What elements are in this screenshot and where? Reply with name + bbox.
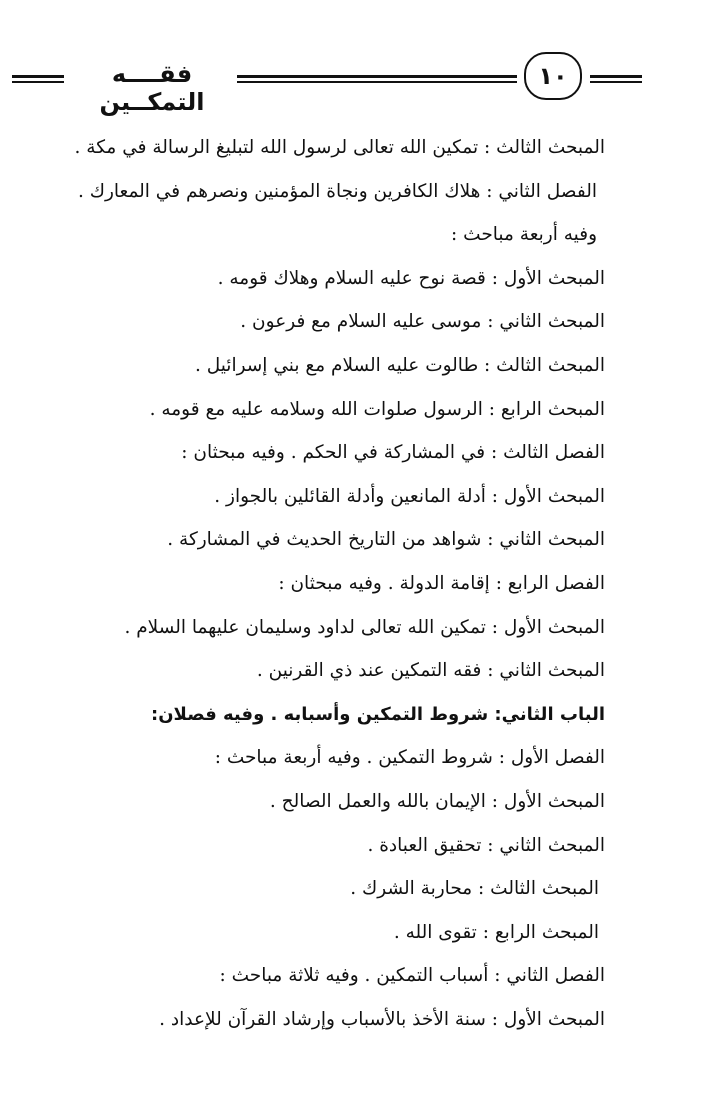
toc-line: وفيه أربعة مباحث :	[451, 224, 597, 246]
toc-line: المبحث الأول : أدلة المانعين وأدلة القائلين بالجواز .	[214, 485, 605, 507]
toc-line: الفصل الثاني : هلاك الكافرين ونجاة المؤمنين ونصرهم في المعارك .	[77, 180, 597, 202]
toc-content	[45, 126, 605, 1041]
toc-line: المبحث الرابع : الرسول صلوات الله وسلامه عليه مع قومه .	[149, 398, 605, 420]
header-rule-middle	[237, 75, 517, 78]
toc-line: المبحث الثاني : فقه التمكين عند ذي القرنين .	[256, 660, 605, 682]
toc-line: المبحث الثالث : طالوت عليه السلام مع بني إسرائيل .	[194, 354, 605, 376]
toc-line: المبحث الأول : تمكين الله تعالى لداود وسليمان عليهما السلام .	[124, 616, 605, 638]
toc-line: المبحث الأول : قصة نوح عليه السلام وهلاك قومه .	[217, 267, 605, 289]
toc-line: المبحث الأول : الإيمان بالله والعمل الصالح .	[269, 790, 605, 812]
toc-line: المبحث الثاني : تحقيق العبادة .	[367, 834, 605, 856]
toc-line: الفصل الأول : شروط التمكين . وفيه أربعة مباحث :	[214, 747, 605, 769]
toc-line: المبحث الرابع : تقوى الله .	[393, 921, 599, 943]
page-number: ١٠	[524, 52, 582, 100]
header-rule-left	[12, 75, 64, 78]
toc-line: المبحث الثاني : شواهد من التاريخ الحديث في المشاركة .	[167, 529, 605, 551]
toc-line: المبحث الثالث : محاربة الشرك .	[350, 878, 599, 900]
toc-line: المبحث الأول : سنة الأخذ بالأسباب وإرشاد القرآن للإعداد .	[159, 1008, 605, 1030]
toc-line: الفصل الرابع : إقامة الدولة . وفيه مبحثان :	[278, 572, 605, 594]
page-header	[12, 52, 702, 116]
toc-line: المبحث الثالث : تمكين الله تعالى لرسول الله لتبليغ الرسالة في مكة .	[74, 137, 605, 158]
toc-line: المبحث الثاني : موسى عليه السلام مع فرعون .	[240, 311, 605, 333]
toc-part-heading: الباب الثاني: شروط التمكين وأسبابه . وفيه فصلان:	[151, 703, 605, 725]
toc-line: الفصل الثالث : في المشاركة في الحكم . وفيه مبحثان :	[181, 442, 605, 464]
header-rule-right	[590, 75, 642, 78]
toc-line: الفصل الثاني : أسباب التمكين . وفيه ثلاثة مباحث :	[219, 965, 605, 987]
book-title: فقــــه التمكــين	[99, 60, 205, 116]
